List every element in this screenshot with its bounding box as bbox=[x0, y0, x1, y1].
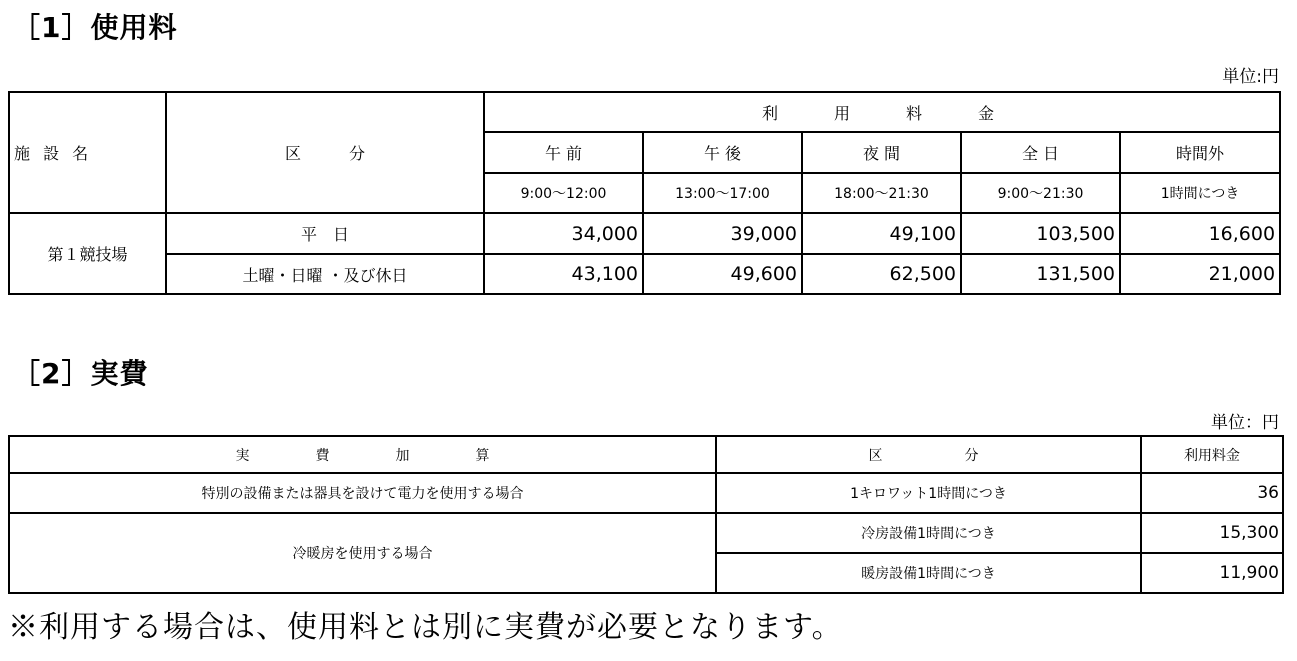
time-allday: 9:00～21:30 bbox=[961, 173, 1120, 213]
header-category: 区 分 bbox=[716, 436, 1141, 473]
time-afternoon: 13:00～17:00 bbox=[643, 173, 802, 213]
fee-cell: 16,600 bbox=[1120, 213, 1280, 254]
row-category-holiday: 土曜・日曜 ・及び休日 bbox=[166, 254, 484, 294]
actual-cost-table bbox=[8, 435, 1284, 594]
category-electricity: 1キロワット1時間につき bbox=[716, 473, 1141, 513]
table-header-row bbox=[9, 92, 1280, 132]
category-cooling: 冷房設備1時間につき bbox=[716, 513, 1141, 553]
fee-cell: 103,500 bbox=[961, 213, 1120, 254]
table-row bbox=[9, 473, 1283, 513]
header-facility: 施 設 名 bbox=[9, 92, 166, 213]
time-night: 18:00～21:30 bbox=[802, 173, 961, 213]
item-electricity: 特別の設備または器具を設けて電力を使用する場合 bbox=[9, 473, 716, 513]
fee-cell: 43,100 bbox=[484, 254, 643, 294]
header-morning: 午 前 bbox=[484, 132, 643, 173]
item-air-conditioning: 冷暖房を使用する場合 bbox=[9, 513, 716, 593]
footnote: ※利用する場合は、使用料とは別に実費が必要となります。 bbox=[8, 610, 843, 645]
row-category-weekday: 平 日 bbox=[166, 213, 484, 254]
fee-cell: 49,600 bbox=[643, 254, 802, 294]
header-category: 区 分 bbox=[166, 92, 484, 213]
facility-name: 第１競技場 bbox=[9, 213, 166, 294]
usage-fee-table bbox=[8, 91, 1281, 295]
header-item: 実 費 加 算 bbox=[9, 436, 716, 473]
fee-cell: 39,000 bbox=[643, 213, 802, 254]
table-row bbox=[9, 213, 1280, 254]
table-header-row bbox=[9, 436, 1283, 473]
header-allday: 全 日 bbox=[961, 132, 1120, 173]
fee-cell: 49,100 bbox=[802, 213, 961, 254]
fee-cell: 21,000 bbox=[1120, 254, 1280, 294]
header-fee: 利用料金 bbox=[1141, 436, 1283, 473]
section2-unit: 単位：円 bbox=[1211, 413, 1279, 433]
header-night: 夜 間 bbox=[802, 132, 961, 173]
fee-cell: 34,000 bbox=[484, 213, 643, 254]
time-overtime: 1時間につき bbox=[1120, 173, 1280, 213]
fee-cell: 131,500 bbox=[961, 254, 1120, 294]
header-overtime: 時間外 bbox=[1120, 132, 1280, 173]
section1-title: ［1］使用料 bbox=[12, 11, 178, 44]
section1-unit: 単位:円 bbox=[1222, 67, 1279, 87]
table-row bbox=[9, 254, 1280, 294]
category-heating: 暖房設備1時間につき bbox=[716, 553, 1141, 593]
fee-cell: 36 bbox=[1141, 473, 1283, 513]
fee-cell: 11,900 bbox=[1141, 553, 1283, 593]
table-row bbox=[9, 513, 1283, 553]
section2-title: ［2］実費 bbox=[12, 357, 149, 390]
fee-cell: 62,500 bbox=[802, 254, 961, 294]
time-morning: 9:00～12:00 bbox=[484, 173, 643, 213]
header-fee-group: 利 用 料 金 bbox=[484, 92, 1280, 132]
header-afternoon: 午 後 bbox=[643, 132, 802, 173]
fee-cell: 15,300 bbox=[1141, 513, 1283, 553]
